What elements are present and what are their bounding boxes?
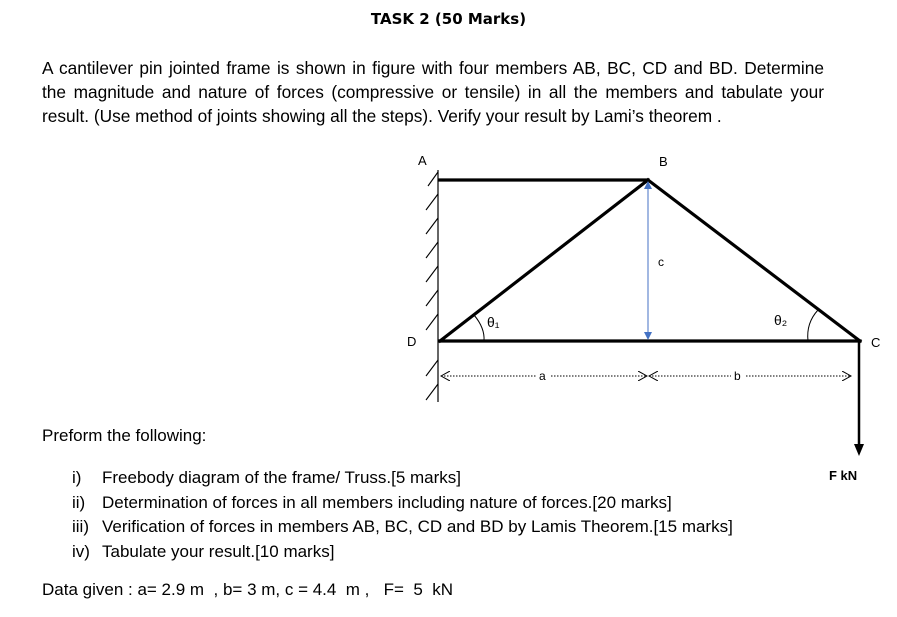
task-text: Freebody diagram of the frame/ Truss.[5 marks] xyxy=(102,468,462,487)
load-label: F kN xyxy=(829,468,858,483)
list-item xyxy=(72,491,733,516)
task-text: Verification of forces in members AB, BC, CD and BD by Lamis Theorem.[15 marks] xyxy=(102,517,733,536)
intro-paragraph: A cantilever pin jointed frame is shown in figure with four members AB, BC, CD and BD. Determine the magnitude and nature of forces (compressive or tensile) in all the members and tabulate your result. (Use method of joints showing all the steps). Verify your result by Lami’s theorem . xyxy=(42,58,824,126)
task-text: Determination of forces in all members including nature of forces.[20 marks] xyxy=(102,492,672,512)
task-number: ii) xyxy=(72,492,86,512)
theta2-arc xyxy=(808,310,818,341)
task-number: iii) xyxy=(72,517,89,536)
task-text: Tabulate your result.[10 marks] xyxy=(102,541,335,561)
wall-support xyxy=(426,170,438,402)
truss-members xyxy=(440,180,860,341)
node-label-a: A xyxy=(418,153,427,168)
task-number: iv) xyxy=(72,541,90,561)
member-bc xyxy=(648,180,860,341)
task-list xyxy=(72,466,733,564)
angle-label-theta1: θ₁ xyxy=(487,314,500,330)
perform-heading: Preform the following: xyxy=(42,426,207,445)
dimension-label-a: a xyxy=(539,369,546,383)
list-item xyxy=(72,540,733,565)
angle-label-theta2: θ₂ xyxy=(774,312,788,328)
node-label-b: B xyxy=(659,154,668,169)
node-label-c: C xyxy=(871,335,881,350)
task-number: i) xyxy=(72,468,82,487)
list-item xyxy=(72,515,733,540)
member-bd xyxy=(440,180,648,341)
list-item xyxy=(72,466,733,491)
theta1-arc xyxy=(474,315,484,341)
dimension-label-c: c xyxy=(658,255,664,269)
data-given: Data given : a= 2.9 m , b= 3 m, c = 4.4 m , F= 5 kN xyxy=(42,580,454,599)
task-title: TASK 2 (50 Marks) xyxy=(370,10,527,28)
node-label-d: D xyxy=(407,334,417,349)
dimension-label-b: b xyxy=(734,369,741,383)
